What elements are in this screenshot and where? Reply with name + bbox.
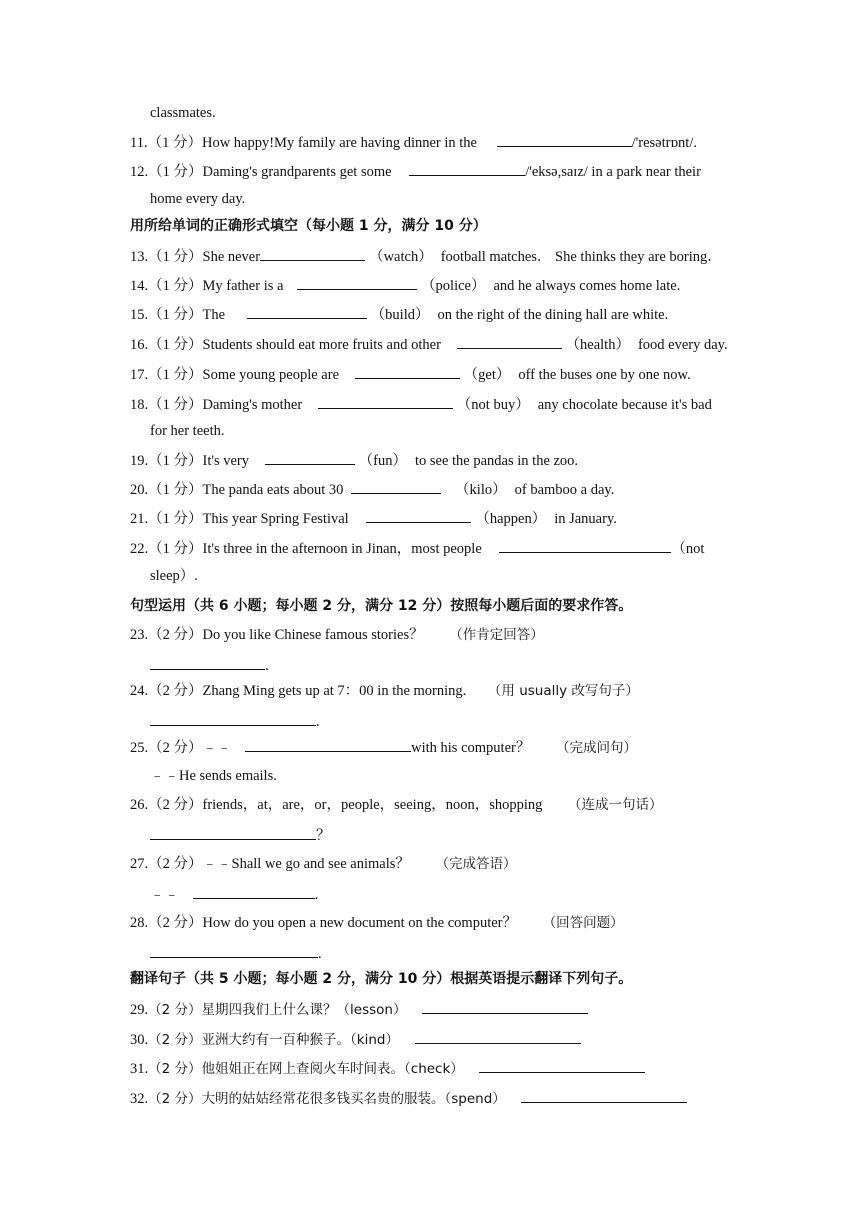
question-score: （2 分） [148, 797, 203, 813]
question-12: 12.（1 分）Daming's grandparents get some /'eksə,saɪz/ in a park near their [130, 161, 701, 181]
question-15: 15.（1 分）The （build） on the right of the dining hall are white. [130, 304, 668, 324]
question-text: Zhang Ming gets up at 7：00 in the morning. [202, 683, 467, 699]
question-score: （2 分） [148, 1002, 202, 1018]
question-text: Some young people are [202, 367, 340, 383]
question-number: 31 [130, 1061, 145, 1077]
question-30: 30.（2 分）亚洲大约有一百种猴子。（kind） [130, 1029, 581, 1049]
continuation-line: for her teeth. [150, 423, 225, 439]
answer-blank[interactable] [150, 825, 316, 840]
answer-blank[interactable] [265, 450, 355, 465]
question-32: 32.（2 分）大明的姑姑经常花很多钱买名贵的服装。（spend） [130, 1088, 687, 1108]
question-score: （2 分） [148, 1032, 202, 1048]
question-number: 25 [130, 740, 145, 756]
word-hint: （kilo） [455, 482, 507, 498]
question-text: 星期四我们上什么课？（lesson） [201, 1002, 407, 1018]
question-text: Daming's mother [202, 397, 303, 413]
word-hint: （fun） [358, 453, 407, 469]
answer-blank[interactable] [150, 711, 316, 726]
dialogue-dash: ﹣﹣ [202, 740, 232, 756]
question-score: （1 分） [148, 367, 203, 383]
answer-blank[interactable] [297, 275, 417, 290]
question-number: 23 [130, 627, 145, 643]
punctuation: . [318, 946, 322, 962]
question-18: 18.（1 分）Daming's mother （not buy） any chocolate because it's bad [130, 394, 712, 414]
requirement: （连成一句话） [568, 797, 663, 813]
question-text: How do you open a new document on the computer？ [202, 915, 517, 931]
word-hint: （health） [565, 337, 630, 353]
question-text: any chocolate because it's bad [537, 397, 712, 413]
answer-line [150, 711, 320, 731]
requirement: （完成问句） [555, 740, 637, 756]
question-text: It's very [202, 453, 250, 469]
question-16: 16.（1 分）Students should eat more fruits and other （health） food every day. [130, 334, 728, 354]
continuation-line: classmates. [150, 105, 216, 121]
answer-blank[interactable] [245, 737, 411, 752]
requirement: （作肯定回答） [449, 627, 544, 643]
question-text: It's three in the afternoon in Jinan，most people [202, 541, 482, 557]
word-hint: （police） [421, 278, 486, 294]
question-text: 他姐姐正在网上查阅火车时间表。（check） [201, 1061, 464, 1077]
answer-blank[interactable] [499, 538, 671, 553]
question-number: 29 [130, 1002, 145, 1018]
question-22: 22.（1 分）It's three in the afternoon in Jinan，most people （not [130, 538, 704, 558]
question-text: She never [202, 249, 261, 265]
question-text: with his computer？ [411, 740, 531, 756]
question-score: （1 分） [148, 482, 203, 498]
question-21: 21.（1 分）This year Spring Festival （happen） in January. [130, 508, 617, 528]
question-score: （2 分） [148, 1091, 202, 1107]
question-31: 31.（2 分）他姐姐正在网上查阅火车时间表。（check） [130, 1058, 645, 1078]
question-text: 亚洲大约有一百种猴子。（kind） [201, 1032, 399, 1048]
question-text: How happy!My family are having dinner in the [201, 135, 477, 151]
question-score: （1 分） [148, 511, 203, 527]
question-number: 13 [130, 249, 145, 265]
question-number: 20 [130, 482, 145, 498]
word-hint: （not [671, 541, 705, 557]
question-number: 17 [130, 367, 145, 383]
question-27: 27.（2 分）﹣﹣Shall we go and see animals？ （完成答语） [130, 856, 517, 872]
question-number: 16 [130, 337, 145, 353]
question-text: friends，at，are，or，people，seeing，noon，shopping [202, 797, 543, 813]
question-number: 21 [130, 511, 145, 527]
requirement: （完成答语） [435, 856, 517, 872]
question-19: 19.（1 分）It's very （fun） to see the pandas in the zoo. [130, 450, 578, 470]
word-hint: （build） [370, 307, 430, 323]
word-hint: （get） [463, 367, 511, 383]
question-number: 32 [130, 1091, 145, 1107]
question-text: The [202, 307, 226, 323]
question-number: 15 [130, 307, 145, 323]
question-text: and he always comes home late. [493, 278, 681, 294]
question-28: 28.（2 分）How do you open a new document on the computer？ （回答问题） [130, 915, 624, 931]
question-text: football matches． She thinks they are boring． [440, 249, 722, 265]
answer-blank[interactable] [351, 479, 441, 494]
answer-blank[interactable] [479, 1058, 645, 1073]
question-23: 23.（2 分）Do you like Chinese famous stories？ （作肯定回答） [130, 627, 544, 643]
question-text: in January. [554, 511, 617, 527]
question-20: 20.（1 分）The panda eats about 30 （kilo） of bamboo a day. [130, 479, 614, 499]
question-text: to see the pandas in the zoo. [414, 453, 579, 469]
answer-blank[interactable] [193, 884, 315, 899]
question-score: （1 分） [148, 307, 203, 323]
section-heading: 句型运用（共 6 小题；每小题 2 分，满分 12 分）按照每小题后面的要求作答。 [130, 598, 633, 614]
question-score: （1 分） [148, 397, 203, 413]
requirement: （用 usually 改写句子） [487, 683, 639, 699]
question-13: 13.（1 分）She never （watch） football matches． She thinks they are boring． [130, 246, 722, 266]
question-text: Do you like Chinese famous stories？ [202, 627, 424, 643]
section-heading: 用所给单词的正确形式填空（每小题 1 分，满分 10 分） [130, 218, 487, 234]
question-score: （1 分） [148, 337, 203, 353]
answer-blank[interactable] [457, 334, 562, 349]
question-number: 19 [130, 453, 145, 469]
punctuation: . [316, 714, 320, 730]
question-number: 12 [130, 164, 145, 180]
question-score: （2 分） [148, 915, 203, 931]
question-17: 17.（1 分）Some young people are （get） off the buses one by one now. [130, 364, 691, 384]
question-text: Students should eat more fruits and other [202, 337, 441, 353]
question-number: 24 [130, 683, 145, 699]
question-number: 22 [130, 541, 145, 557]
question-24: 24.（2 分）Zhang Ming gets up at 7：00 in the morning. （用 usually 改写句子） [130, 683, 639, 699]
answer-blank[interactable] [521, 1088, 687, 1103]
question-text: Daming's grandparents get some [202, 164, 392, 180]
question-text: The panda eats about 30 [202, 482, 344, 498]
question-text: off the buses one by one now. [518, 367, 691, 383]
question-text: This year Spring Festival [202, 511, 349, 527]
answer-blank[interactable] [409, 161, 525, 176]
question-number: 26 [130, 797, 145, 813]
question-number: 30 [130, 1032, 145, 1048]
question-score: （2 分） [148, 683, 203, 699]
continuation-line: sleep）. [150, 568, 198, 584]
question-score: （1 分） [147, 135, 202, 151]
punctuation: . [265, 658, 269, 674]
question-score: （2 分） [148, 856, 203, 872]
answer-blank[interactable] [355, 364, 460, 379]
question-text: food every day. [637, 337, 728, 353]
question-score: （2 分） [148, 1061, 202, 1077]
question-score: （2 分） [148, 740, 203, 756]
punctuation: . [314, 887, 319, 903]
answer-blank[interactable] [366, 508, 471, 523]
question-14: 14.（1 分）My father is a （police） and he always comes home late. [130, 275, 680, 295]
question-score: （1 分） [148, 249, 203, 265]
question-text: ﹣﹣Shall we go and see animals？ [202, 856, 410, 872]
pronunciation: /'resətrɒnt/. [631, 135, 697, 151]
question-score: （1 分） [148, 541, 203, 557]
question-number: 14 [130, 278, 145, 294]
answer-blank[interactable] [422, 999, 588, 1014]
answer-blank[interactable] [150, 655, 265, 670]
answer-blank[interactable] [150, 943, 318, 958]
question-score: （1 分） [148, 453, 203, 469]
question-text: My father is a [202, 278, 284, 294]
question-score: （2 分） [148, 627, 203, 643]
question-text: of bamboo a day. [514, 482, 615, 498]
answer-line [150, 884, 318, 904]
answer-blank[interactable] [318, 394, 453, 409]
continuation-line: home every day. [150, 191, 246, 207]
section-heading: 翻译句子（共 5 小题；每小题 2 分，满分 10 分）根据英语提示翻译下列句子。 [130, 971, 633, 987]
answer-blank[interactable] [247, 304, 367, 319]
dialogue-reply: ﹣﹣He sends emails. [150, 768, 277, 784]
question-number: 18 [130, 397, 145, 413]
answer-line [150, 943, 322, 963]
question-score: （1 分） [148, 164, 203, 180]
question-number: 28 [130, 915, 145, 931]
punctuation: ？ [316, 828, 331, 844]
word-hint: （not buy） [456, 397, 530, 413]
answer-line [150, 825, 331, 845]
answer-blank[interactable] [415, 1029, 581, 1044]
pronunciation: /'eksə,saɪz/ in a park near their [525, 164, 701, 180]
question-25: 25.（2 分）﹣﹣ with his computer？ （完成问句） [130, 737, 637, 757]
answer-blank[interactable] [497, 132, 632, 147]
question-29: 29.（2 分）星期四我们上什么课？（lesson） [130, 999, 588, 1019]
dialogue-dash: ﹣﹣ [150, 887, 179, 903]
question-text: 大明的姑姑经常花很多钱买名贵的服装。（spend） [201, 1091, 506, 1107]
question-number: 27 [130, 856, 145, 872]
requirement: （回答问题） [542, 915, 624, 931]
answer-blank[interactable] [260, 246, 365, 261]
question-11: 11.（1 分）How happy!My family are having dinner in the /'resətrɒnt/. [130, 132, 697, 152]
answer-line [150, 655, 269, 675]
question-score: （1 分） [148, 278, 203, 294]
word-hint: （happen） [475, 511, 547, 527]
question-26: 26.（2 分）friends，at，are，or，people，seeing，noon，shopping （连成一句话） [130, 797, 663, 813]
question-number: 11 [130, 135, 144, 151]
question-text: on the right of the dining hall are white. [437, 307, 669, 323]
word-hint: （watch） [369, 249, 433, 265]
